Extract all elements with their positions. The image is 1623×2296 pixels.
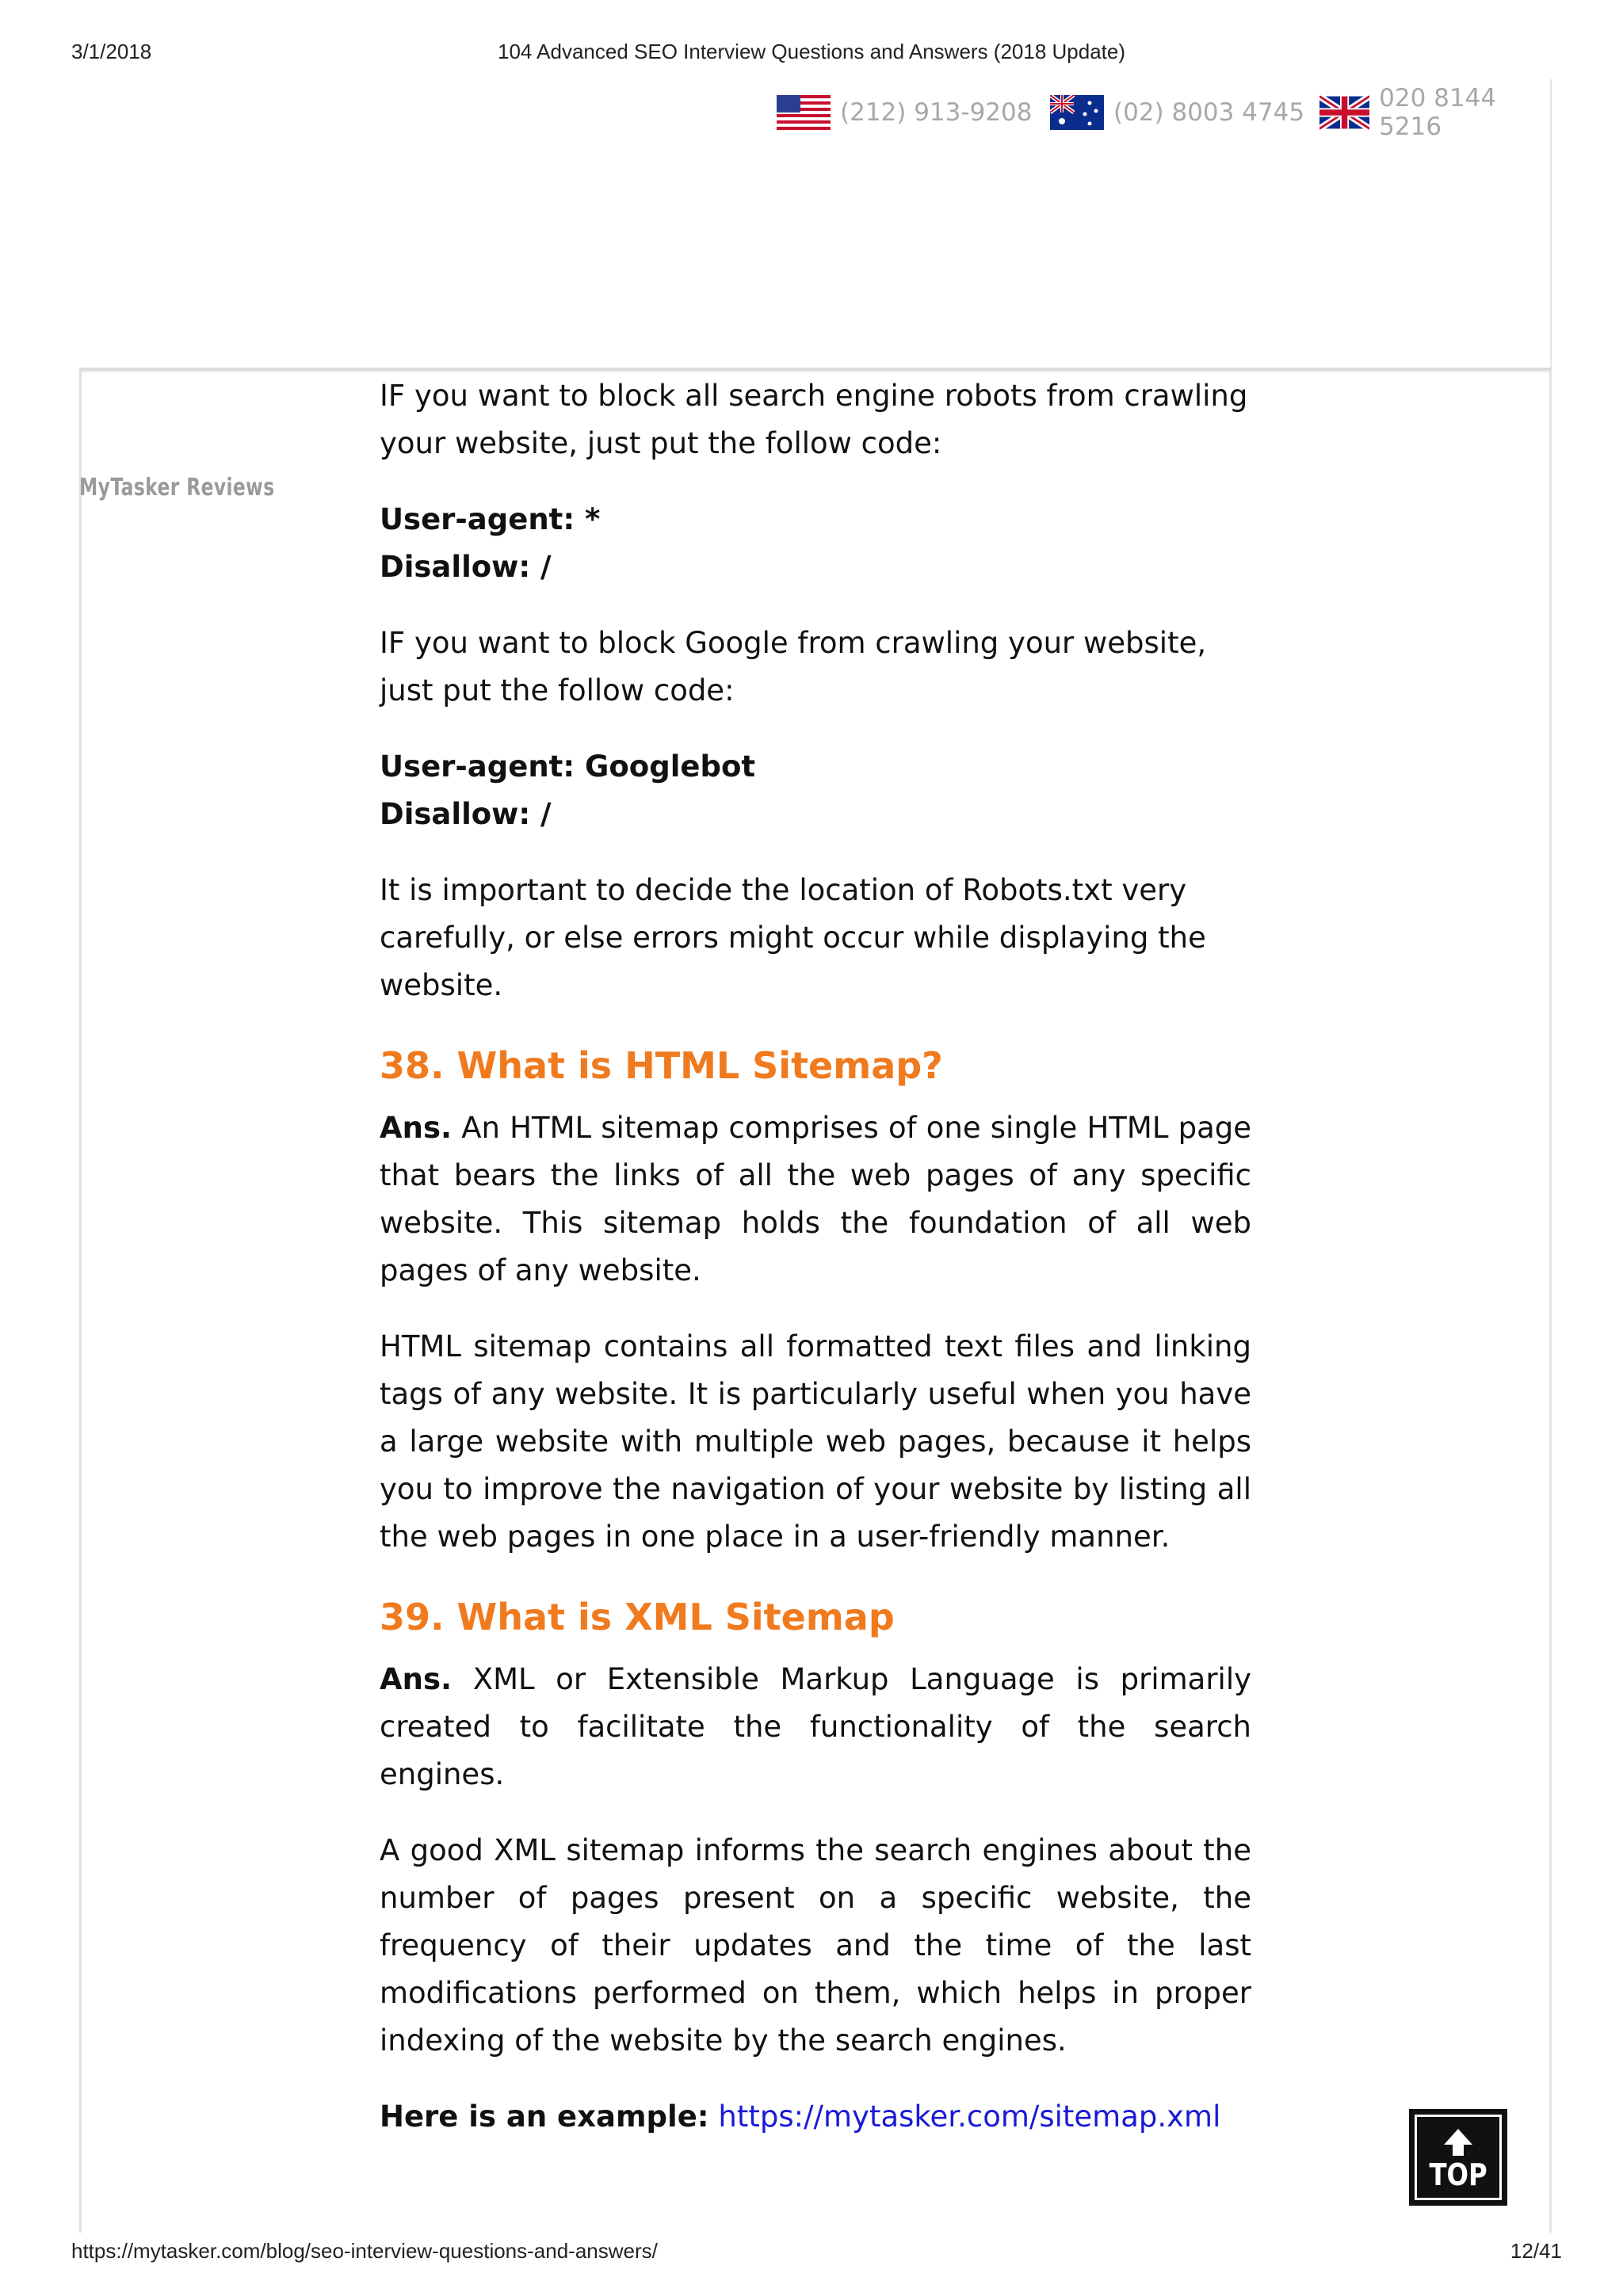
content-right-border (1549, 371, 1552, 2233)
uk-flag-icon (1319, 95, 1369, 130)
up-arrow-icon (1444, 2129, 1472, 2145)
phone-au[interactable] (1050, 90, 1304, 135)
ans-label: Ans. (380, 1662, 453, 1696)
code-line: User-agent: Googlebot (380, 749, 756, 784)
phone-number-au: (02) 8003 4745 (1113, 98, 1305, 127)
paragraph-block-all-robots: IF you want to block all search engine robots from crawling your website, just put the follow code: (380, 379, 1248, 460)
answer-38-paragraph-2: HTML sitemap contains all formatted text files and linking tags of any website. It is particularly useful when you have a large website with multiple web pages, because it helps you to improve the navigation of your website by listing all the web pages in one place in a user-friendly manner. (380, 1329, 1251, 1554)
print-title: 104 Advanced SEO Interview Questions and Answers (2018 Update) (497, 40, 1126, 63)
robots-code-all (380, 496, 1251, 591)
up-arrow-stem (1453, 2145, 1464, 2156)
ans-label: Ans. (380, 1111, 453, 1145)
code-line: User-agent: * (380, 502, 601, 536)
robots-code-google (380, 743, 1251, 838)
sitemap-example-link[interactable]: https://mytasker.com/sitemap.xml (718, 2100, 1221, 2134)
answer-39-paragraph-2: A good XML sitemap informs the search engines about the number of pages present on a specific website, the frequency of their updates and the time of the last modifications performed on them, which helps in proper indexing of the website by the search engines. (380, 1833, 1251, 2058)
au-flag-icon (1050, 95, 1104, 130)
code-line: Disallow: / (380, 797, 552, 831)
example-line (380, 2093, 1251, 2141)
phone-bar (777, 84, 1553, 141)
mytasker-reviews-tab[interactable]: MyTasker Reviews (79, 474, 275, 502)
print-url: https://mytasker.com/blog/seo-interview-questions-and-answers/ (71, 2239, 658, 2263)
code-line: Disallow: / (380, 550, 552, 584)
phone-uk[interactable] (1319, 84, 1553, 141)
phone-number-us: (212) 913-9208 (840, 98, 1033, 127)
answer-38-text: An HTML sitemap comprises of one single HTML page that bears the links of all the web pages of any specific website. This sitemap holds the foundation of all web pages of any website. (380, 1111, 1251, 1287)
content-top-divider (79, 368, 1552, 371)
answer-39-paragraph-1 (380, 1656, 1251, 1798)
article-body (380, 372, 1251, 2169)
example-label: Here is an example: (380, 2100, 709, 2134)
top-label: TOP (1429, 2157, 1487, 2192)
print-header (0, 40, 1623, 71)
print-page-number: 12/41 (1510, 2239, 1562, 2263)
question-38-heading: 38. What is HTML Sitemap? (380, 1044, 943, 1087)
answer-38-paragraph-1 (380, 1104, 1251, 1295)
paragraph-robots-location: It is important to decide the location of Robots.txt very carefully, or else errors might occur while displaying the website. (380, 873, 1206, 1002)
back-to-top-button[interactable] (1409, 2109, 1507, 2206)
paragraph-block-google: IF you want to block Google from crawling your website, just put the follow code: (380, 626, 1207, 707)
us-flag-icon (777, 95, 831, 130)
answer-39-text: XML or Extensible Markup Language is primarily created to facilitate the functionality of the search engines. (380, 1662, 1251, 1791)
phone-us[interactable] (777, 90, 1032, 135)
content-left-border (79, 371, 82, 2233)
phone-number-uk: 020 8144 5216 (1379, 84, 1497, 141)
question-39-heading: 39. What is XML Sitemap (380, 1596, 895, 1638)
print-date: 3/1/2018 (71, 40, 152, 63)
